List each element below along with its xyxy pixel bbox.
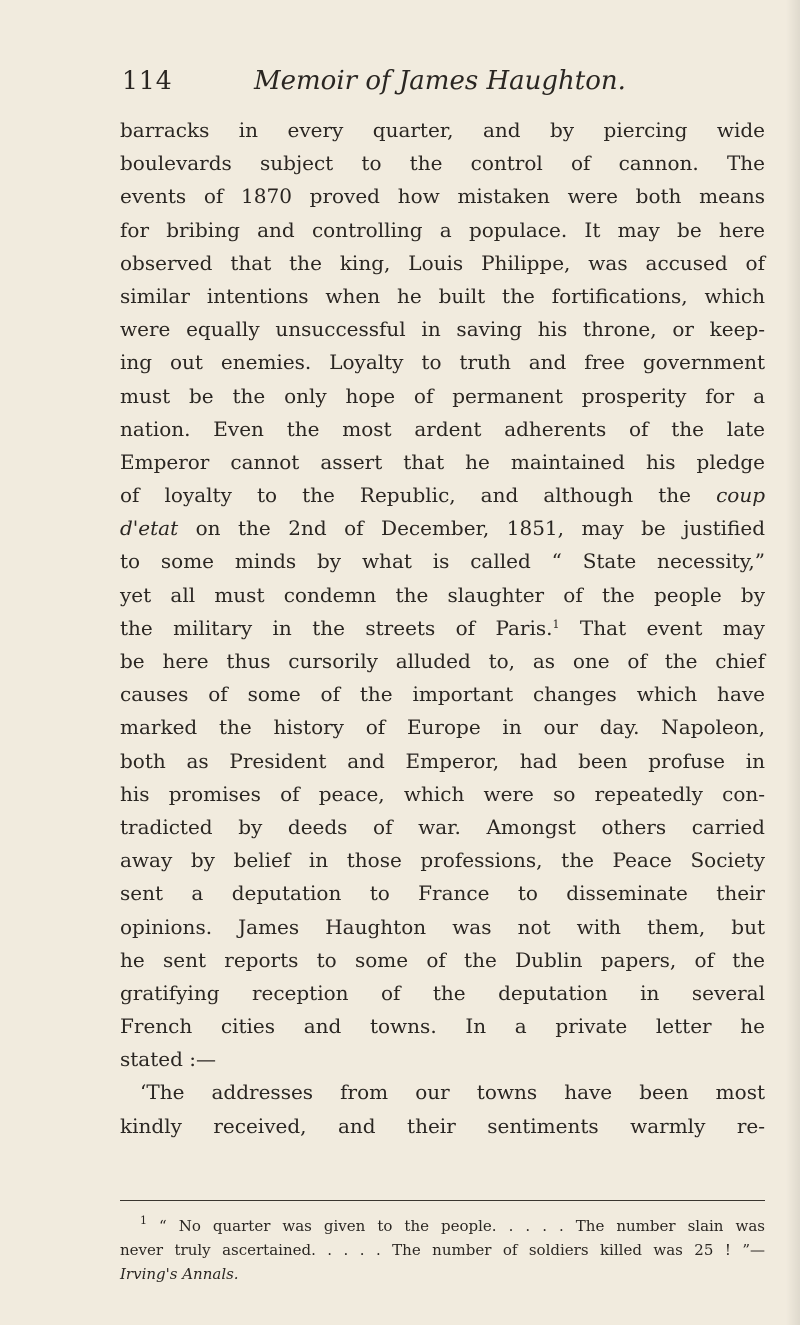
text-segment: “ No quarter was given to the people. . . . . The number slain was [159,1217,765,1235]
text-line: boulevards subject to the control of cannon. The [120,151,765,176]
footnote-source: Irving's Annals. [120,1265,239,1283]
text-line: his promises of peace, which were so repeatedly con- [120,781,765,806]
footnote-line: never truly ascertained. . . . . The number of soldiers killed was 25 ! ”— [120,1241,765,1259]
footnote-marker: 1 [140,1214,147,1227]
page-header [122,66,722,106]
text-line: causes of some of the important changes which have [120,682,765,707]
text-line: events of 1870 proved how mistaken were both means [120,184,765,209]
text-line: stated :— [120,1047,216,1072]
text-line [120,612,765,645]
page-number: 114 [122,66,173,95]
footnote-marker: 1 [552,617,560,631]
body-text [120,114,765,1143]
text-line: for bribing and controlling a populace. It may be here [120,217,765,242]
text-line: were equally unsuccessful in saving his throne, or keep- [120,317,765,342]
italic-phrase: coup [716,483,766,508]
text-line: to some minds by what is called “ State necessity,” [120,549,765,574]
footnote-divider [120,1200,765,1201]
text-line: yet all must condemn the slaughter of the people by [120,582,765,607]
text-line: similar intentions when he built the fortifications, which [120,283,765,308]
text-line: be here thus cursorily alluded to, as one of the chief [120,649,765,673]
text-line [120,512,765,545]
text-line: away by belief in those professions, the Peace Society [120,848,765,873]
running-title: Memoir of James Haughton. [254,66,626,96]
text-segment: That event may [579,615,765,640]
text-segment: the military in the streets of Paris. [120,615,553,640]
text-line: nation. Even the most ardent adherents of the late [120,416,765,441]
text-line: Emperor cannot assert that he maintained his pledge [120,449,765,474]
text-line [120,479,765,512]
text-line: French cities and towns. In a private letter he [120,1014,765,1039]
text-line: gratifying reception of the deputation in several [120,980,765,1005]
text-line: opinions. James Haughton was not with them, but [120,914,765,939]
text-line: sent a deputation to France to disseminate their [120,881,765,906]
text-line: kindly received, and their sentiments warmly re- [120,1113,765,1138]
text-line: both as President and Emperor, had been profuse in [120,748,765,773]
text-segment: of loyalty to the Republic, and although the [120,483,692,508]
text-line: marked the history of Europe in our day. Napoleon, [120,715,765,740]
text-line: barracks in every quarter, and by piercing wide [120,118,765,142]
text-line: ‘The addresses from our towns have been most [140,1080,765,1105]
text-line: he sent reports to some of the Dublin papers, of the [120,947,765,972]
text-line: tradicted by deeds of war. Amongst others carried [120,814,765,839]
footnote [120,1214,765,1286]
text-line: ing out enemies. Loyalty to truth and free government [120,350,765,375]
italic-phrase: d'etat [120,516,179,541]
footnote-line [120,1214,765,1238]
text-line: observed that the king, Louis Philippe, was accused of [120,250,765,275]
text-segment: on the 2nd of December, 1851, may be justified [195,516,766,541]
text-line: must be the only hope of permanent prosperity for a [120,383,765,408]
